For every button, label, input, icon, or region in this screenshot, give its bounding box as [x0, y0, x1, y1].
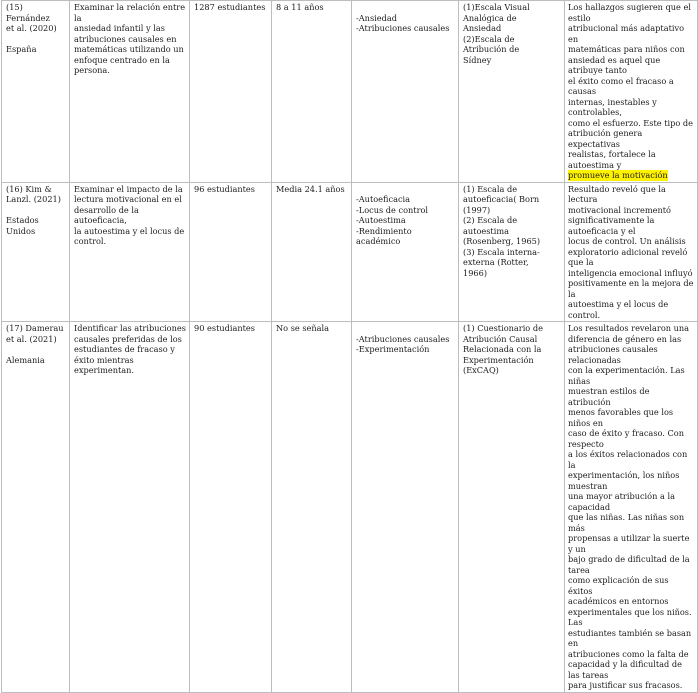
outcome-line: atribución genera expectativas — [568, 128, 643, 149]
objective-line: Identificar las atribuciones — [74, 323, 186, 333]
instrument-line: (1) Escala de — [463, 183, 518, 194]
outcome-cell — [565, 182, 698, 322]
outcome-line: académicos en entornos — [568, 596, 669, 606]
outcome-line: diferencia de género en las — [568, 333, 682, 344]
outcome-line: locus de control. Un análisis — [568, 236, 686, 246]
outcome-line: positivamente en la mejora de la — [568, 278, 694, 299]
objective-line: persona. — [74, 65, 110, 75]
outcome-line: muestran estilos de atribución — [568, 386, 650, 407]
instrument-cell — [459, 1, 565, 183]
objective-line: atribuciones causales en — [74, 33, 177, 44]
outcome-line: como el esfuerzo. Este tipo de — [568, 117, 693, 128]
outcome-line: Resultado reveló que la lectura — [568, 183, 666, 204]
page — [1, 0, 697, 690]
outcome-line: estudiantes también se basan en — [568, 627, 692, 648]
instrument-line: (2)Escala de — [463, 33, 515, 44]
author-cell — [2, 182, 70, 322]
instrument-line: externa (Rotter, — [463, 257, 529, 267]
author-line: (15) Fernández — [6, 2, 50, 23]
instrument-line: Relacionada con la — [463, 344, 542, 354]
instrument-line: (1997) — [463, 204, 491, 215]
outcome-line: como explicación de sus éxitos — [568, 575, 669, 596]
objective-line: enfoque centrado en la — [74, 54, 170, 65]
objective-line: causales preferidas de los — [74, 333, 182, 344]
objective-line: la autoestima y el locus de — [74, 225, 185, 236]
country-label: Estados Unidos — [6, 215, 39, 236]
objective-line: éxito mientras — [74, 354, 134, 365]
instrument-line: (1) Cuestionario de — [463, 323, 543, 333]
outcome-line: capacidad y la dificultad de las tareas — [568, 659, 682, 680]
instrument-cell — [459, 322, 565, 693]
outcome-line: significativamente la autoeficacia y el — [568, 215, 655, 236]
instrument-line: Atribución Causal — [463, 333, 538, 344]
author-line: Lanzl. (2021) — [6, 194, 61, 204]
outcome-line: autoestima y el locus de control. — [568, 299, 669, 320]
objective-line: Examinar la relación entre la — [74, 2, 186, 23]
outcome-line: caso de éxito y fracaso. Con respecto — [568, 428, 684, 449]
author-line: (16) Kim & — [6, 183, 52, 194]
outcome-line: experimentales que los niños. Las — [568, 606, 692, 627]
sample-cell: 1287 estudiantes — [190, 1, 272, 183]
instrument-line: 1966) — [463, 267, 488, 278]
instrument-line: (3) Escala interna- — [463, 246, 540, 257]
instrument-line: Experimentación — [463, 354, 534, 365]
variables-cell — [352, 1, 459, 183]
objective-line: matemáticas utilizando un — [74, 44, 184, 54]
variables-cell — [352, 182, 459, 322]
age-cell: Media 24.1 años — [272, 182, 352, 322]
outcome-line: motivacional incrementó — [568, 204, 671, 215]
outcome-line: una mayor atribución a la capacidad — [568, 491, 675, 512]
objective-line: control. — [74, 236, 107, 246]
author-line: et al. (2021) — [6, 333, 57, 344]
table-row — [2, 1, 698, 183]
outcome-line: que las niñas. Las niñas son más — [568, 512, 685, 533]
outcome-line: matemáticas para niños con — [568, 44, 685, 54]
objective-line: experimentan. — [74, 365, 135, 375]
sample-cell: 96 estudiantes — [190, 182, 272, 322]
variable-item: -Ansiedad — [356, 12, 397, 23]
instrument-line: autoeficacia( Born — [463, 194, 540, 204]
age-cell: No se señala — [272, 322, 352, 693]
objective-cell — [70, 322, 190, 693]
age-cell: 8 a 11 años — [272, 1, 352, 183]
variable-item: -Experimentación — [356, 344, 430, 354]
variable-item: -Autoestima — [356, 215, 406, 225]
author-line: (17) Damerau — [6, 323, 64, 333]
outcome-line: atribucional más adaptativo en — [568, 23, 685, 44]
variable-item: -Atribuciones causales — [356, 333, 450, 344]
author-cell — [2, 1, 70, 183]
studies-table — [1, 0, 698, 693]
outcome-line: internas, inestables y controlables, — [568, 96, 657, 117]
table-row — [2, 182, 698, 322]
outcome-line: a los éxitos relacionados con la — [568, 449, 688, 470]
outcome-line: inteligencia emocional influyó — [568, 267, 693, 278]
sample-cell: 90 estudiantes — [190, 322, 272, 693]
instrument-line: Analógica de — [463, 12, 517, 23]
instrument-line: (1)Escala Visual — [463, 2, 530, 12]
variable-item: -Autoeficacia — [356, 194, 411, 204]
objective-line: Examinar el impacto de la — [74, 183, 183, 194]
instrument-line: Sídney — [463, 54, 492, 65]
variable-item: -Rendimiento académico — [356, 225, 412, 246]
variable-item: -Atribuciones causales — [356, 23, 450, 33]
outcome-line: exploratorio adicional reveló que la — [568, 246, 688, 267]
objective-line: desarrollo de la autoeficacia, — [74, 204, 139, 225]
outcome-line: para justificar sus fracasos. — [568, 680, 683, 690]
instrument-line: (Rosenberg, 1965) — [463, 236, 541, 246]
outcome-cell — [565, 322, 698, 693]
outcome-line: menos favorables que los niños en — [568, 407, 674, 428]
outcome-line: el éxito como el fracaso a causas — [568, 75, 674, 96]
instrument-line: autoestima — [463, 225, 509, 236]
outcome-line: atribuciones como la falta de — [568, 648, 689, 659]
objective-cell — [70, 1, 190, 183]
country-label: Alemania — [6, 354, 45, 365]
instrument-line: Atribución de — [463, 44, 520, 54]
outcome-line: con la experimentación. Las niñas — [568, 365, 685, 386]
objective-line: ansiedad infantil y las — [74, 23, 165, 33]
author-cell — [2, 322, 70, 693]
outcome-line: promueve la motivación — [568, 170, 668, 180]
instrument-line: (ExCAQ) — [463, 365, 499, 375]
outcome-line: ansiedad es aquel que atribuye tanto — [568, 54, 661, 75]
outcome-line: propensas a utilizar la suerte y un — [568, 533, 690, 554]
table-row — [2, 322, 698, 693]
outcome-line: Los resultados revelaron una — [568, 323, 690, 333]
outcome-line: Los hallazgos sugieren que el estilo — [568, 2, 691, 23]
objective-line: estudiantes de fracaso y — [74, 344, 175, 354]
objective-line: lectura motivacional en el — [74, 194, 182, 204]
country-label: España — [6, 44, 37, 54]
objective-cell — [70, 182, 190, 322]
outcome-line: atribuciones causales relacionadas — [568, 344, 658, 365]
variable-item: -Locus de control — [356, 204, 429, 215]
instrument-cell — [459, 182, 565, 322]
outcome-cell — [565, 1, 698, 183]
outcome-line: experimentación, los niños muestran — [568, 470, 680, 491]
instrument-line: (2) Escala de — [463, 215, 518, 225]
outcome-line: realistas, fortalece la autoestima y — [568, 149, 656, 170]
author-line: et al. (2020) — [6, 23, 57, 33]
variables-cell — [352, 322, 459, 693]
outcome-line: bajo grado de dificultad de la tarea — [568, 554, 690, 575]
instrument-line: Ansiedad — [463, 23, 502, 33]
